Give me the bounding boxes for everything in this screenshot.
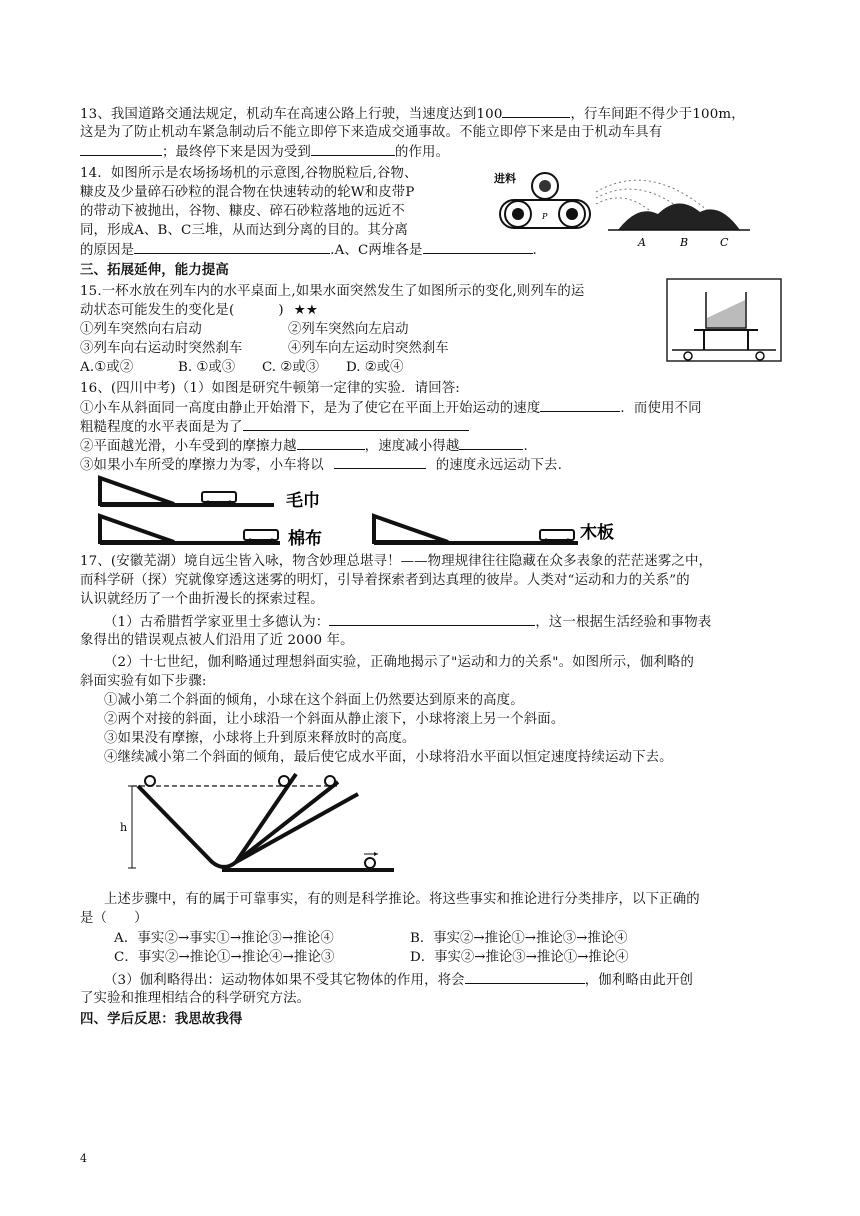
q14-line3: 的带动下被抛出，谷物、糠皮、碎石砂粒落地的远近不: [80, 204, 405, 219]
q13-blank-inertia: [80, 142, 162, 156]
q16-blank-purpose: [243, 417, 469, 431]
cart-3-wheel: [566, 539, 571, 544]
q14-line5: 的原因是 .A、C两堆各是 .: [80, 240, 537, 260]
q17-step-3: ③如果没有摩擦，小球将上升到原来释放时的高度。: [104, 731, 416, 746]
q15-option-2: ②列车突然向左启动: [288, 322, 409, 337]
q17-line3: 认识就经历了一个曲折漫长的探索过程。: [80, 592, 324, 607]
q16-blank-friction: [297, 436, 365, 450]
q17-line2: 而科学研（探）究就像穿透这迷雾的明灯，引导着探索者到达真理的彼岸。人类对“运动和力的关系”的: [80, 573, 690, 588]
q17-part1-line1: （1）古希腊哲学家亚里士多德认为： ，这一根据生活经验和事物表: [104, 612, 711, 632]
q16-line3: 粗糙程度的水平表面是为了: [80, 417, 469, 437]
pile-label-a: A: [638, 236, 646, 249]
ball-horizontal-shape: [365, 858, 375, 868]
q16-line2: ①小车从斜面同一高度由静止开始滑下，是为了使它在平面上开始运动的速度 ．而使用不同: [80, 398, 702, 418]
surface-label-wood: 木板: [580, 523, 614, 543]
q16-line1: 16、(四川中考)（1）如图是研究牛顿第一定律的实验．请回答:: [80, 381, 460, 396]
galileo-inclines-figure: [112, 768, 398, 886]
q15-choice-d: D. ②或④: [346, 360, 404, 375]
q16-blank-same-speed: [540, 398, 620, 412]
grain-piles-shape: [618, 203, 740, 230]
q15-choice-c: C. ②或③: [262, 360, 320, 375]
q16-blank-decrease: [459, 436, 523, 450]
cart-3-wheel: [544, 539, 549, 544]
cart-2-wheel: [248, 539, 253, 544]
q13-blank-force: [311, 142, 395, 156]
q15-choice-a: A.①或②: [80, 360, 134, 375]
ball-start-shape: [145, 776, 155, 786]
cart-2-shape: [244, 530, 278, 540]
q17-blank-galileo: [465, 970, 585, 984]
q14-line2: 糠皮及少量碎石砂粒的混合物在快速转动的轮W和皮带P: [80, 185, 415, 200]
newton-first-law-figure: [94, 474, 634, 548]
q14-line1: 14．如图所示是农场扬场机的示意图,谷物脱粒后,谷物、: [80, 166, 418, 181]
incline-medium-shape: [236, 782, 338, 862]
right-wheel-hub: [566, 208, 578, 220]
q15-option-1: ①列车突然向右启动: [80, 322, 202, 337]
top-wheel-w-hub: [539, 180, 551, 192]
q17-part3-line1: （3）伽利略得出：运动物体如果不受其它物体的作用，将会 ，伽利略由此开创: [104, 970, 693, 990]
q17-question-line2: 是（ ）: [80, 911, 148, 926]
cart-3-shape: [540, 530, 574, 540]
q15-option-3: ③列车向右运动时突然刹车: [80, 341, 243, 356]
cart-1-wheel: [206, 501, 211, 506]
q17-question-line1: 上述步骤中，有的属于可靠事实，有的则是科学推论。将这些事实和推论进行分类排序，以下正确的: [104, 892, 700, 907]
cart-1-wheel: [228, 501, 233, 506]
left-wheel-hub: [512, 208, 524, 220]
incline-2-shape: [100, 516, 174, 542]
surface-label-towel: 毛巾: [286, 491, 320, 511]
q17-part3-line2: 了实验和推理相结合的科学研究方法。: [80, 991, 311, 1006]
incline-gentle-shape: [236, 794, 358, 862]
q17-step-4: ④继续减小第二个斜面的倾角，最后使它成水平面，小球将沿水平面以恒定速度持续运动下去。: [104, 750, 673, 765]
q17-choice-a: A．事实②→事实①→推论③→推论④: [114, 931, 334, 946]
q16-blank-constant-speed: [334, 455, 426, 469]
q15-line2: 动状态可能发生的变化是( ) ★★: [80, 303, 319, 318]
surface-label-cotton: 棉布: [288, 529, 322, 548]
cart-2-wheel: [270, 539, 275, 544]
q16-line5: ③如果小车所受的摩擦力为零，小车将以 的速度永远运动下去.: [80, 455, 562, 475]
ball-steep-shape: [279, 776, 289, 786]
q15-option-4: ④列车向左运动时突然刹车: [288, 341, 449, 356]
q13-blank-speed: [502, 104, 570, 118]
q14-line4: 同，形成A、B、C三堆，从而达到分离的目的。其分离: [80, 223, 409, 238]
q17-step-1: ①减小第二个斜面的倾角，小球在这个斜面上仍然要达到原来的高度。: [104, 693, 524, 708]
train-wheel-right: [756, 352, 764, 360]
section-4-heading: 四、学后反思：我思故我得: [80, 1011, 243, 1027]
difficulty-stars: ★★: [293, 303, 319, 318]
q15-choice-b: B. ①或③: [178, 360, 236, 375]
pile-label-c: C: [720, 236, 729, 249]
q13-line2: 这是为了防止机动车紧急制动后不能立即停下来造成交通事故。不能立即停下来是由于机动车具有: [80, 125, 663, 140]
cart-1-shape: [202, 492, 236, 502]
q17-choice-d: D．事实②→推论③→推论①→推论④: [410, 950, 629, 965]
q17-part1-line2: 象得出的错误观点被人们沿用了近 2000 年。: [80, 633, 354, 648]
page-number: 4: [80, 1152, 87, 1165]
q13-line1: 13、我国道路交通法规定，机动车在高速公路上行驶，当速度达到100 ，行车间距不得少于100m，: [80, 104, 745, 124]
belt-label-p: P: [542, 212, 548, 221]
ball-medium-shape: [325, 776, 335, 786]
q17-choice-c: C．事实②→推论①→推论④→推论③: [114, 950, 335, 965]
q17-part2-line1: （2）十七世纪，伽利略通过理想斜面实验，正确地揭示了"运动和力的关系"。如图所示，伽利略的: [104, 655, 694, 670]
figure-label-feed: 进料: [494, 172, 516, 185]
q14-blank-reason: [134, 240, 330, 254]
q15-line1: 15.一杯水放在列车内的水平桌面上,如果水面突然发生了如图所示的变化,则列车的运: [80, 284, 585, 299]
incline-steep-shape: [138, 774, 296, 867]
q17-choice-b: B．事实②→推论①→推论③→推论④: [410, 931, 628, 946]
incline-3-shape: [374, 516, 448, 542]
q17-step-2: ②两个对接的斜面，让小球沿一个斜面从静止滚下，小球将滚上另一个斜面。: [104, 712, 565, 727]
winnowing-machine-figure: [488, 160, 756, 250]
q17-part2-line2: 斜面实验有如下步骤:: [80, 674, 207, 689]
section-3-heading: 三、拓展延伸，能力提高: [80, 262, 229, 278]
pile-label-b: B: [680, 236, 689, 249]
q17-blank-aristotle: [329, 612, 535, 626]
q13-line3: ；最终停下来是因为受到 的作用。: [80, 142, 449, 162]
height-label-h: h: [120, 821, 128, 834]
train-wheel-left: [684, 352, 692, 360]
q17-line1: 17、(安徽芜湖）境自远尘皆入咏，物含妙理总堪寻！——物理规律往往隐藏在众多表象的茫茫迷雾之中，: [80, 554, 713, 569]
train-cup-figure: [666, 278, 782, 362]
q16-line4: ②平面越光滑，小车受到的摩擦力越 ，速度减小得越 .: [80, 436, 528, 456]
incline-1-shape: [100, 478, 174, 504]
